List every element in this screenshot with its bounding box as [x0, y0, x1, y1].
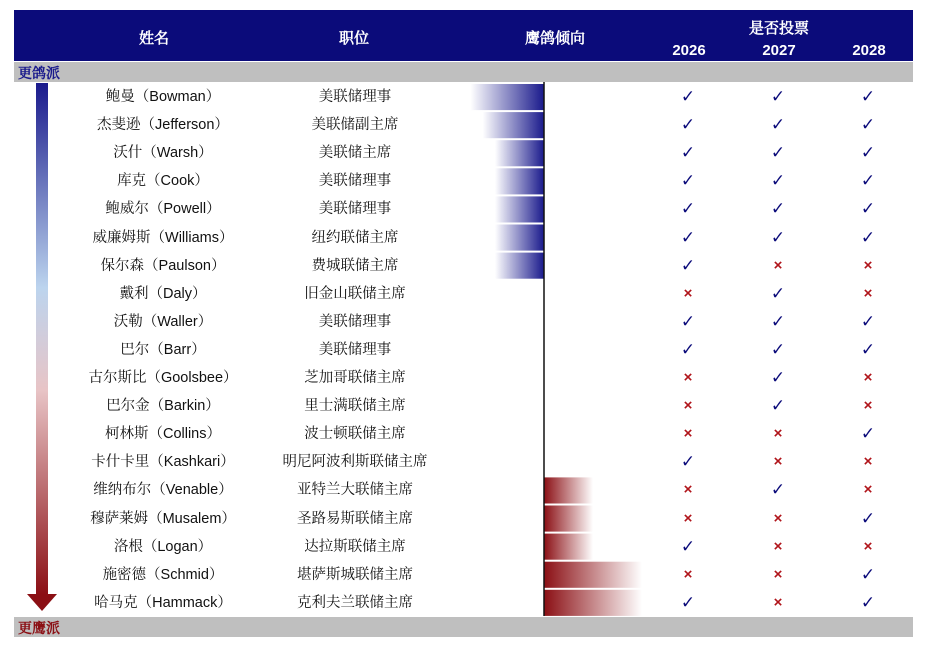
vote-no-mark-2027: ×: [773, 453, 783, 471]
vote-yes-mark-2028: ✓: [860, 424, 876, 444]
vote-yes-mark-2027: ✓: [770, 339, 786, 359]
member-position: 美联储理事: [318, 201, 392, 218]
header-year-2026: 2026: [672, 42, 706, 59]
vote-yes-mark-2026: ✓: [680, 311, 696, 331]
vote-yes-mark-2028: ✓: [860, 339, 876, 359]
member-name: 穆萨莱姆（Musalem）: [90, 510, 236, 527]
vote-yes-mark-2027: ✓: [770, 368, 786, 387]
vote-no-mark-2028: ×: [863, 481, 873, 499]
member-name: 巴尔（Barr）: [120, 341, 206, 358]
vote-no-mark-2026: ×: [683, 565, 693, 583]
vote-no-mark-2028: ×: [863, 369, 873, 386]
vote-no-mark-2026: ×: [683, 481, 693, 499]
vote-no-mark-2027: ×: [773, 565, 783, 583]
member-name: 柯林斯（Collins）: [104, 426, 221, 443]
header-stance: 鹰鸽倾向: [524, 30, 585, 47]
table-row: [14, 195, 913, 223]
vote-no-mark-2026: ×: [683, 425, 693, 443]
vote-no-mark-2028: ×: [863, 397, 873, 415]
member-position: 亚特兰大联储主席: [297, 482, 413, 499]
member-position: 里士满联储主席: [304, 398, 406, 415]
vote-yes-mark-2028: ✓: [860, 199, 876, 219]
table-row: [14, 420, 913, 448]
member-position: 旧金山联储主席: [304, 285, 406, 302]
vote-yes-mark-2026: ✓: [680, 199, 696, 219]
member-position: 美联储理事: [318, 173, 392, 190]
table-row: [14, 476, 913, 504]
vote-no-mark-2028: ×: [863, 256, 873, 274]
member-position: 明尼阿波利斯联储主席: [282, 454, 428, 471]
vote-no-mark-2027: ×: [773, 537, 783, 555]
member-position: 美联储理事: [318, 341, 392, 358]
table-row: [14, 505, 913, 533]
vote-yes-mark-2028: ✓: [860, 592, 876, 612]
vote-yes-mark-2027: ✓: [770, 143, 786, 163]
vote-yes-mark-2028: ✓: [860, 87, 876, 106]
table-row: [14, 83, 913, 111]
member-name: 施密德（Schmid）: [102, 566, 224, 583]
table-row: [14, 167, 913, 195]
vote-no-mark-2026: ×: [683, 284, 693, 302]
vote-yes-mark-2028: ✓: [860, 564, 876, 584]
member-position: 圣路易斯联储主席: [297, 510, 413, 527]
member-position: 美联储理事: [318, 89, 392, 105]
header-year-2027: 2027: [762, 42, 796, 59]
vote-yes-mark-2026: ✓: [680, 227, 696, 247]
member-name: 鲍曼（Bowman）: [105, 89, 221, 105]
member-name: 哈马克（Hammack）: [94, 594, 232, 611]
vote-no-mark-2027: ×: [773, 593, 783, 611]
header-position: 职位: [338, 30, 369, 47]
member-name: 维纳布尔（Venable）: [93, 482, 233, 499]
vote-yes-mark-2028: ✓: [860, 508, 876, 528]
vote-yes-mark-2027: ✓: [770, 480, 786, 500]
vote-no-mark-2027: ×: [773, 425, 783, 443]
member-name: 戴利（Daly）: [119, 285, 207, 302]
table-row: [14, 252, 913, 280]
member-name: 鲍威尔（Powell）: [105, 201, 221, 218]
table-row: [14, 448, 913, 476]
vote-yes-mark-2027: ✓: [770, 171, 786, 191]
vote-no-mark-2027: ×: [773, 509, 783, 527]
dove-band-label: 更鸽派: [18, 65, 60, 81]
member-position: 美联储理事: [318, 313, 392, 330]
hawk-band-label: 更鹰派: [18, 620, 60, 636]
vote-yes-mark-2026: ✓: [680, 255, 696, 275]
vote-yes-mark-2026: ✓: [680, 143, 696, 163]
header-year-2028: 2028: [852, 42, 886, 59]
member-position: 达拉斯联储主席: [304, 538, 406, 555]
table-row: [14, 308, 913, 336]
vote-yes-mark-2027: ✓: [770, 396, 786, 416]
member-position: 波士顿联储主席: [304, 426, 406, 443]
member-name: 卡什卡里（Kashkari）: [91, 454, 235, 471]
table-row: [14, 364, 913, 392]
table-row: [14, 533, 913, 561]
vote-yes-mark-2028: ✓: [860, 171, 876, 191]
table-row: [14, 561, 913, 589]
vote-yes-mark-2027: ✓: [770, 311, 786, 331]
vote-yes-mark-2028: ✓: [860, 311, 876, 331]
member-name: 沃勒（Waller）: [113, 313, 213, 330]
vote-yes-mark-2026: ✓: [680, 171, 696, 191]
member-name: 威廉姆斯（Williams）: [92, 229, 234, 246]
vote-yes-mark-2027: ✓: [770, 227, 786, 247]
member-name: 库克（Cook）: [117, 173, 209, 190]
vote-no-mark-2026: ×: [683, 397, 693, 415]
vote-yes-mark-2027: ✓: [770, 115, 786, 135]
vote-no-mark-2026: ×: [683, 369, 693, 386]
header-vote: 是否投票: [748, 20, 809, 37]
member-position: 美联储主席: [318, 145, 392, 162]
member-name: 保尔森（Paulson）: [100, 257, 226, 274]
member-position: 芝加哥联储主席: [304, 370, 406, 386]
vote-yes-mark-2026: ✓: [680, 115, 696, 135]
vote-yes-mark-2028: ✓: [860, 143, 876, 163]
vote-yes-mark-2028: ✓: [860, 115, 876, 135]
member-name: 巴尔金（Barkin）: [106, 398, 220, 415]
vote-no-mark-2028: ×: [863, 284, 873, 302]
vote-yes-mark-2027: ✓: [770, 199, 786, 219]
member-position: 克利夫兰联储主席: [297, 594, 413, 611]
table-row: [14, 589, 913, 617]
vote-yes-mark-2028: ✓: [860, 227, 876, 247]
member-name: 沃什（Warsh）: [113, 145, 213, 162]
table-row: [14, 280, 913, 308]
vote-no-mark-2028: ×: [863, 537, 873, 555]
vote-yes-mark-2026: ✓: [680, 339, 696, 359]
vote-yes-mark-2026: ✓: [680, 87, 696, 106]
vote-yes-mark-2026: ✓: [680, 536, 696, 556]
vote-no-mark-2026: ×: [683, 509, 693, 527]
vote-no-mark-2028: ×: [863, 453, 873, 471]
vote-yes-mark-2026: ✓: [680, 592, 696, 612]
member-name: 洛根（Logan）: [113, 538, 213, 555]
table-row: [14, 336, 913, 364]
member-name: 古尔斯比（Goolsbee）: [88, 370, 238, 386]
member-position: 费城联储主席: [311, 257, 399, 274]
member-position: 纽约联储主席: [311, 229, 399, 246]
vote-no-mark-2027: ×: [773, 256, 783, 274]
table-row: [14, 224, 913, 252]
member-name: 杰斐逊（Jefferson）: [97, 117, 229, 134]
vote-yes-mark-2027: ✓: [770, 283, 786, 303]
member-position: 堪萨斯城联储主席: [297, 566, 413, 583]
table-row: [14, 392, 913, 420]
table-row: [14, 111, 913, 139]
vote-yes-mark-2026: ✓: [680, 452, 696, 472]
member-position: 美联储副主席: [311, 117, 399, 134]
vote-yes-mark-2027: ✓: [770, 87, 786, 106]
table-row: [14, 139, 913, 167]
header-name: 姓名: [138, 30, 169, 47]
